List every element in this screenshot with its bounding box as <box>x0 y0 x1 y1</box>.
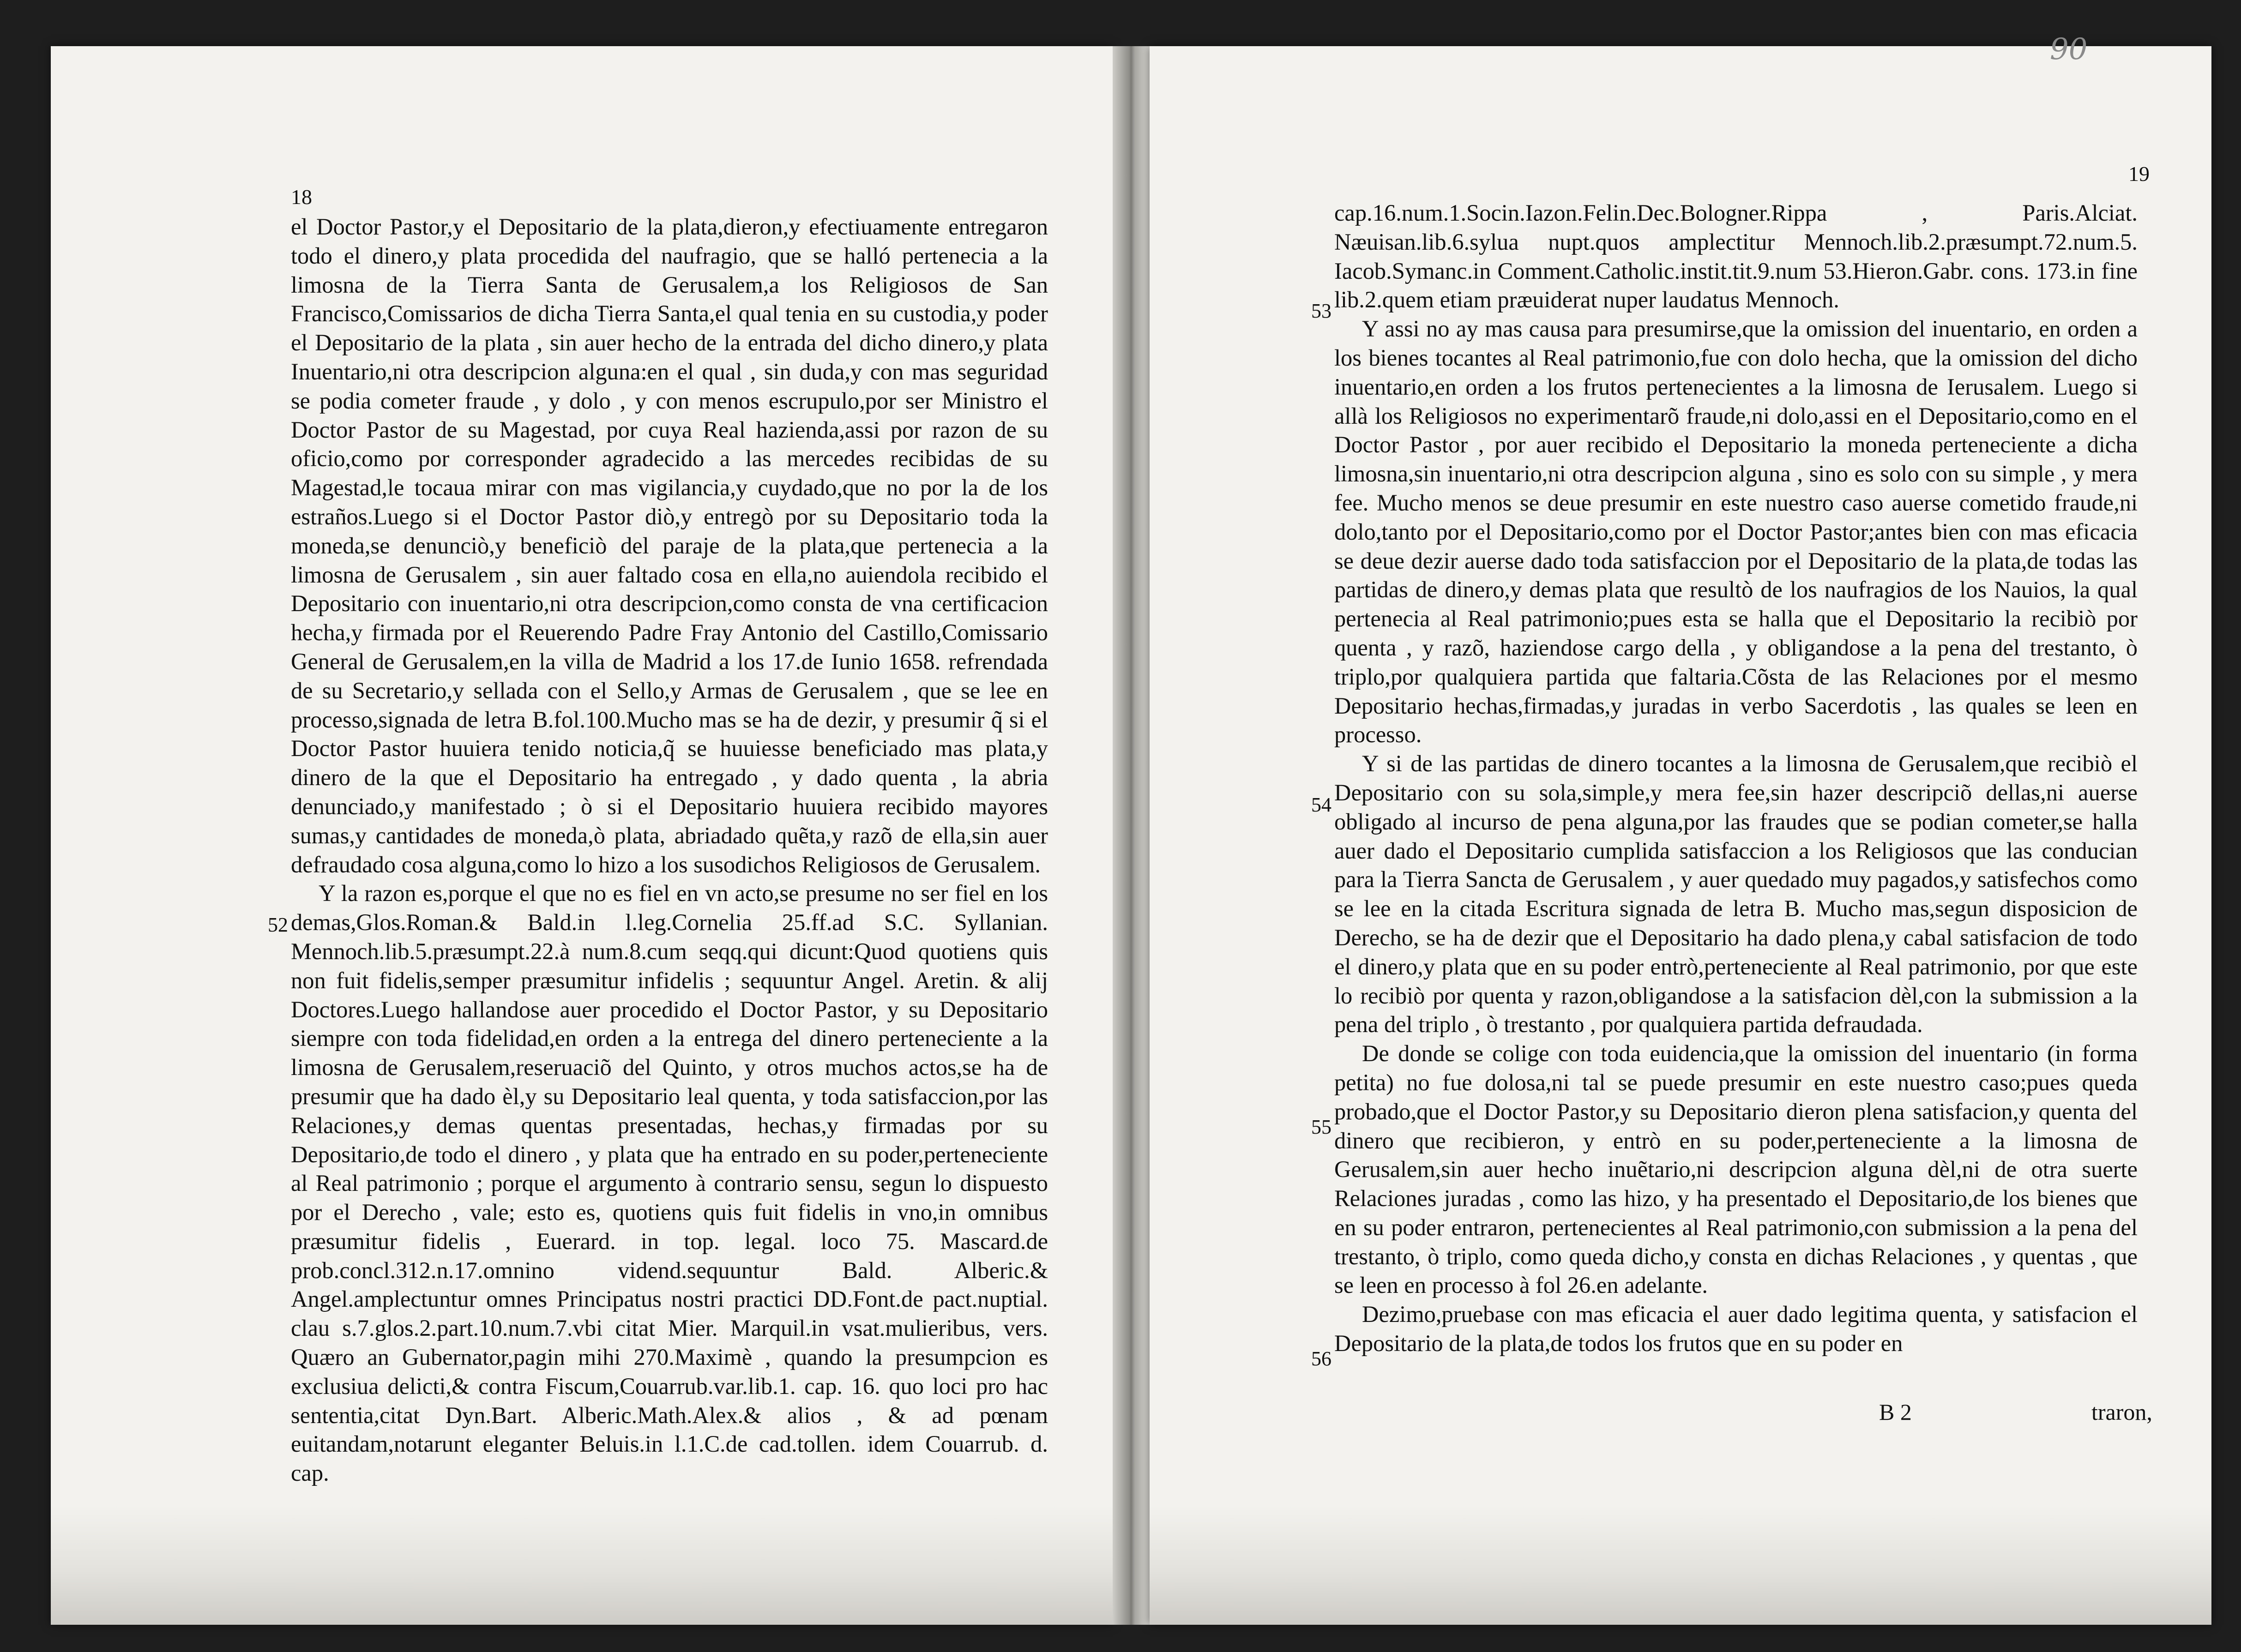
paragraph: Dezimo,pruebase con mas eficacia el auer dado legitima quenta, y satisfacion el Depositario de la plata,de todos los frutos que en su poder en <box>1334 1301 2138 1357</box>
margin-number-56: 56 <box>1311 1347 1331 1370</box>
margin-number-54: 54 <box>1311 793 1331 816</box>
paragraph: Y assi no ay mas causa para presumirse,que la omission del inuentario, en orden a los bienes tocantes al Real patrimonio,fue con dolo hecha, que la omission del dicho inuentario,en orden a los frutos pertenecientes a la limosna de Ierusalem. Luego si allà los Religiosos no experimentarõ fraude,ni dolo,assi en el Depositario,como en el Doctor Pastor , por auer recibido el Depositario la moneda perteneciente a dicha limosna,sin inuentario,ni otra descripcion alguna , sino es solo con su simple , y mera fee. Mucho menos se deue presumir en este nuestro caso auerse cometido fraude,ni dolo,tanto por el Depositario,como por el Doctor Pastor;antes bien con mas eficacia se deue dezir auerse dado toda satisfaccion por el Depositario de la plata,de todas las partidas de dinero,y demas plata que resultò de los naufragios de los Nauios, la qual pertenecia al Real patrimonio;pues esta se halla que el Depositario la recibiò por quenta , y razõ, haziendose cargo della , y obligandose a la pena del trestanto, ò triplo,por qualquiera partida que faltaria.Cõsta de las Relaciones por el mesmo Depositario hechas,firmadas,y juradas in verbo Sacerdotis , las quales se leen en processo. <box>1334 316 2138 748</box>
water-stain <box>51 1505 1113 1625</box>
margin-number-55: 55 <box>1311 1116 1331 1138</box>
paragraph: el Doctor Pastor,y el Depositario de la plata,dieron,y efectiuamente entregaron todo el dinero,y plata procedida del naufragio, que se halló pertenecia a la limosna de la Tierra Santa de Gerusalem,a los Religiosos de San Francisco,Comissarios de dicha Tierra Santa,el qual tenia en su custodia,y poder el Depositario de la plata , sin auer hecho de la entrada del dicho dinero,y plata Inuentario,ni otra descripcion alguna:en el qual , sin duda,y con mas seguridad se podia cometer fraude , y dolo , y con menos escrupulo,por ser Ministro el Doctor Pastor de su Magestad, por cuya Real hazienda,assi por razon de su oficio,como por corresponder agradecido a las mercedes recibidas de su Magestad,le tocaua mirar con mas vigilancia,y cuydado,que no por la de los estraños.Luego si el Doctor Pastor diò,y entregò por su Depositario toda la moneda,se denunciò,y beneficiò del paraje de la plata,que pertenecia a la limosna de Gerusalem , sin auer faltado cosa en ella,no auiendola recibido el Depositario con inuentario,ni otra descripcion,como consta de vna certificacion hecha,y firmada por el Reuerendo Padre Fray Antonio del Castillo,Comissario General de Gerusalem,en la villa de Madrid a los 17.de Iunio 1658. refrendada de su Secretario,y sellada con el Sello,y Armas de Gerusalem , que se lee en processo,signada de letra B.fol.100.Mucho mas se ha de dezir, y presumir q̃ si el Doctor Pastor huuiera tenido noticia,q̃ se huuiesse beneficiado mas plata,y dinero de la que el Depositario ha entregado , y dado quenta , la abria denunciado,y manifestado ; ò si el Depositario huuiera recibido mayores sumas,y cantidades de moneda,ò plata, abriadado quẽta,y razõ de ella,sin auer defraudado cosa alguna,como lo hizo a los susodichos Religiosos de Gerusalem. <box>291 214 1048 877</box>
paragraph: De donde se colige con toda euidencia,que la omission del inuentario (in forma petita) no fue dolosa,ni tal se puede presumir en este nuestro caso;pues queda probado,que el Doctor Pastor,y su Depositario dieron plena satisfacion,y quenta del dinero que recibieron, y entrò en su poder,perteneciente a la limosna de Gerusalem,sin auer hecho inuẽtario,ni descripcion alguna dèl,ni de otra suerte Relaciones juradas , como las hizo, y ha presentado el Depositario,de los bienes que en su poder entraron, pertenecientes al Real patrimonio,con submission a la pena del trestanto, ò triplo, como queda dicho,y consta en dichas Relaciones , y quentas , que se leen en processo à fol 26.en adelante. <box>1334 1040 2138 1298</box>
binding-gutter <box>1113 46 1150 1625</box>
right-page-text <box>1334 198 2138 1358</box>
left-page-text <box>291 212 1048 1488</box>
page-number-left: 18 <box>291 185 312 209</box>
page-number-right: 19 <box>2128 162 2150 186</box>
margin-number-52: 52 <box>268 913 288 936</box>
book-spread <box>51 46 2211 1625</box>
catchword: traron, <box>2091 1399 2152 1425</box>
right-page <box>1150 46 2211 1625</box>
paragraph: cap.16.num.1.Socin.Iazon.Felin.Dec.Bologner.Rippa , Paris.Alciat. Næuisan.lib.6.sylua nupt.quos amplectitur Mennoch.lib.2.præsumpt.72.num.5. Iacob.Symanc.in Comment.Catholic.instit.tit.9.num 53.Hieron.Gabr. cons. 173.in fine lib.2.quem etiam præuiderat nuper laudatus Mennoch. <box>1334 200 2138 313</box>
signature-mark: B 2 <box>1879 1399 1912 1425</box>
paragraph: Y si de las partidas de dinero tocantes a la limosna de Gerusalem,que recibiò el Depositario con su sola,simple,y mera fee,sin hazer descripciõ dellas,ni auerse obligado al incurso de pena alguna,por las fraudes que se podian cometer,se halla auer dado el Depositario cumplida satisfaccion a los Religiosos que las conducian para la Tierra Sancta de Gerusalem , y auer quedado muy pagados,y satisfechos como se lee en la citada Escritura signada de letra B. Mucho mas,segun disposicion de Derecho, se ha de dezir que el Depositario ha dado plena,y cabal satisfacion de todo el dinero,y plata que en su poder entrò,perteneciente al Real patrimonio, por que este lo recibiò por quenta y razon,obligandose a la satisfacion dèl,con la submission a la pena del triplo , ò trestanto , por qualquiera partida defraudada. <box>1334 751 2138 1038</box>
margin-number-53: 53 <box>1311 300 1331 322</box>
handwritten-folio-number: 90 <box>2050 32 2088 66</box>
left-page <box>51 46 1113 1625</box>
water-stain <box>1150 1505 2211 1625</box>
paragraph: Y la razon es,porque el que no es fiel en vn acto,se presume no ser fiel en los demas,Glos.Roman.& Bald.in l.leg.Cornelia 25.ff.ad S.C. Syllanian. Mennoch.lib.5.præsumpt.22.à num.8.cum seqq.qui dicunt:Quod quotiens quis non fuit fidelis,semper præsumitur infidelis ; sequuntur Angel. Aretin. & alij Doctores.Luego hallandose auer procedido el Doctor Pastor, y su Depositario siempre con toda fidelidad,en orden a la entrega del dinero perteneciente a la limosna de Gerusalem,reseruaciõ del Quinto, y otros muchos actos,se ha de presumir que ha dado èl,y su Depositario leal quenta, y toda satisfaccion,por las Relaciones,y demas quentas presentadas, hechas,y firmadas por su Depositario,de todo el dinero , y plata que ha entrado en su poder,perteneciente al Real patrimonio ; porque el argumento à contrario sensu, segun lo dispuesto por el Derecho , vale; esto es, quotiens quis fuit fidelis in vno,in omnibus præsumitur fidelis , Euerard. in top. legal. loco 75. Mascard.de prob.concl.312.n.17.omnino vidend.sequuntur Bald. Alberic.& Angel.amplectuntur omnes Principatus nostri practici DD.Font.de pact.nuptial. clau s.7.glos.2.part.10.num.7.vbi citat Mier. Marquil.in vsat.mulieribus, vers. Quæro an Gubernator,pagin mihi 270.Maximè , quando la presumpcion es exclusiua delicti,& contra Fiscum,Couarrub.var.lib.1. cap. 16. quo loci pro hac sententia,citat Dyn.Bart. Alberic.Math.Alex.& alios , & ad pœnam euitandam,notarunt eleganter Beluis.in l.1.C.de cad.tollen. idem Couarrub. d. cap. <box>291 880 1048 1486</box>
